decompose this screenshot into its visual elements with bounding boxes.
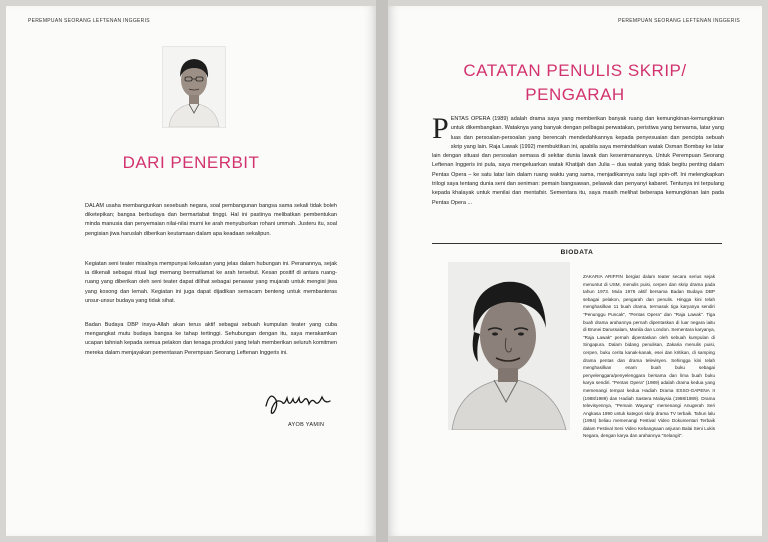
book-gutter [376,0,388,542]
biodata-text: ZAKARIA ARIFFIN bergiat dalam teater secara serius sejak menuntut di USM, menulis puisi, cerpen dan skrip drama pada tahun 1973. Mula 1976 aktif bersama Badan Budaya DBP sebagai pelakon, pengarah dan penulis. Hingga kini telah menghasilkan 11 buah drama, termasuk tiga karyanya sendiri "Penunggu Puncak", "Pentas Opera" dan "Raja Lawak". Tiga buah drama arahannya pernah dipentaskan di luar negara iaitu di Brunei Darussalam, Manila dan London. Sementara karyanya, "Raja Lawak" pernah dipentaskan oleh sebuah kumpulan di Singapura. Dalam bidang penulisan, Zakaria menulis puisi, cerpen, buku cerita kanak-kanak, esei dan kritikan, di samping drama pentas dan drama televisyen. Sehingga kini telah menghasilkan enam buah buku sebagai penyelenggara/penyelenggara bersama dan lima buah buku karya sendiri. "Pentas Opera" (1989) adalah drama kedua yang memenangi tempat kedua Hadiah Drama ESSO-GAPENA II (1988/1989) dan Hadiah Sastera Malaysia (1988/1989). Drama televisyennya, "Pemain Wayang" memenangi Anugerah Seri Angkasa 1990 untuk kategori skrip drama TV terbaik. Tahun lalu (1994) beliau memenangi Festival Video Dokumentari Terbaik dalam Festival Seni Video Kebangsaan anjuran Balai Seni Lukis Negara, dengan karya dan arahannya "Selangit". [583,274,715,439]
writer-note-body [432,112,724,208]
page-title-writer-note [410,59,740,107]
left-page [6,6,376,536]
signature-mark [260,384,340,418]
publisher-paragraph-1: DALAM usaha membangunkan sesebuah negara, soal pembangunan bangsa sama sekali tidak boleh diketepikan; bangsa berbudaya dan bermartabat tinggi. Hal ini pastinya melibatkan pembentukan minda manusia dan penyemaian nilai-nilai murni ke arah menyuburkan rohani ummah. Justeru itu, soal pengisian jiwa haruslah diberikan keutamaan dalam apa keadaan sekalipun. [85,203,337,237]
title-line-1: CATATAN PENULIS SKRIP/ [463,61,687,80]
running-head-left: PEREMPUAN SEORANG LEFTENAN INGGERIS [28,18,150,24]
writer-portrait [448,262,570,430]
biodata-heading: BIODATA [560,249,594,256]
portrait-photo-icon [448,262,570,430]
publisher-paragraph-3: Badan Budaya DBP insya-Allah akan terus aktif sebagai sebuah kumpulan teater yang cuba mengangkat mutu budaya bangsa ke tahap tertinggi. Sehubungan dengan itu, saya merakamkan ucapan tahniah kepada semua pelakon dan tenaga produksi yang telah memberikan seluruh komitmen mereka dalam menjayakan pementasan Perempuan Seorang Leftenan Inggeris ini. [85,322,337,356]
publisher-paragraph-2: Kegiatan seni teater misalnya mempunyai kekuatan yang jelas dalam hubungan ini. Peranannya, sejak ia dikenali sebagai ritual lagi memang bermatlamat ke arah tersebut. Kesan positif di antara ruang-ruang yang diberikan oleh seni teater dapat dilihat sebagai penawar yang mujarab untuk mengisi jiwa yang kosong dan lemah. Kegiatan ini juga dapat dijadikan semacam benteng untuk membanteras unsur-unsur budaya yang tidak sihat. [85,261,337,304]
page-title-publisher: DARI PENERBIT [122,153,260,172]
drop-cap: P [432,112,449,145]
right-page [388,6,762,536]
publisher-portrait [162,46,226,128]
running-head-right: PEREMPUAN SEORANG LEFTENAN INGGERIS [618,18,740,24]
writer-note-paragraph: ENTAS OPERA (1989) adalah drama saya yang memberikan banyak ruang dan kemungkinan-kemungkinan untuk dikembangkan. Wataknya yang banyak dengan pelbagai perwatakan, peristiwa yang berwarna, latar yang luas dan persoalan-persoalan yang berencah mendedahkannya kepada penyesuaian dan pencipta sebuah skrip yang lain. Raja Lawak (1992) membuktikan ini, apabila saya memindahkan watak Osman Bombay ke latar lain dengan situasi dan persoalan semasa di sekitar dunia lawak dan kesenimanannya. Untuk Perempuan Seorang Leftenan Inggeris ini pula, saya mengeluarkan watak Khatijah dan Julia – dua watak yang tidak begitu penting dalam Pentas Opera – ke satu latar lain dalam ruang waktu yang sama, menjadikannya satu lagi spin-off. Ini melengkapkan trilogi saya tentang dunia seni dan seniman: pemain bangsawan, pelawak dan penyanyi kabaret. Tentunya ini terpulang kepada khalayak untuk menilai dan mentafsir. Sementara itu, saya masih melihat beberapa kemungkinan lain pada Pentas Opera ... [432,116,724,206]
portrait-photo-icon [163,47,225,127]
title-line-2: PENGARAH [525,85,625,104]
biodata-section [432,243,722,477]
signer-name: AYOB YAMIN [288,422,325,428]
